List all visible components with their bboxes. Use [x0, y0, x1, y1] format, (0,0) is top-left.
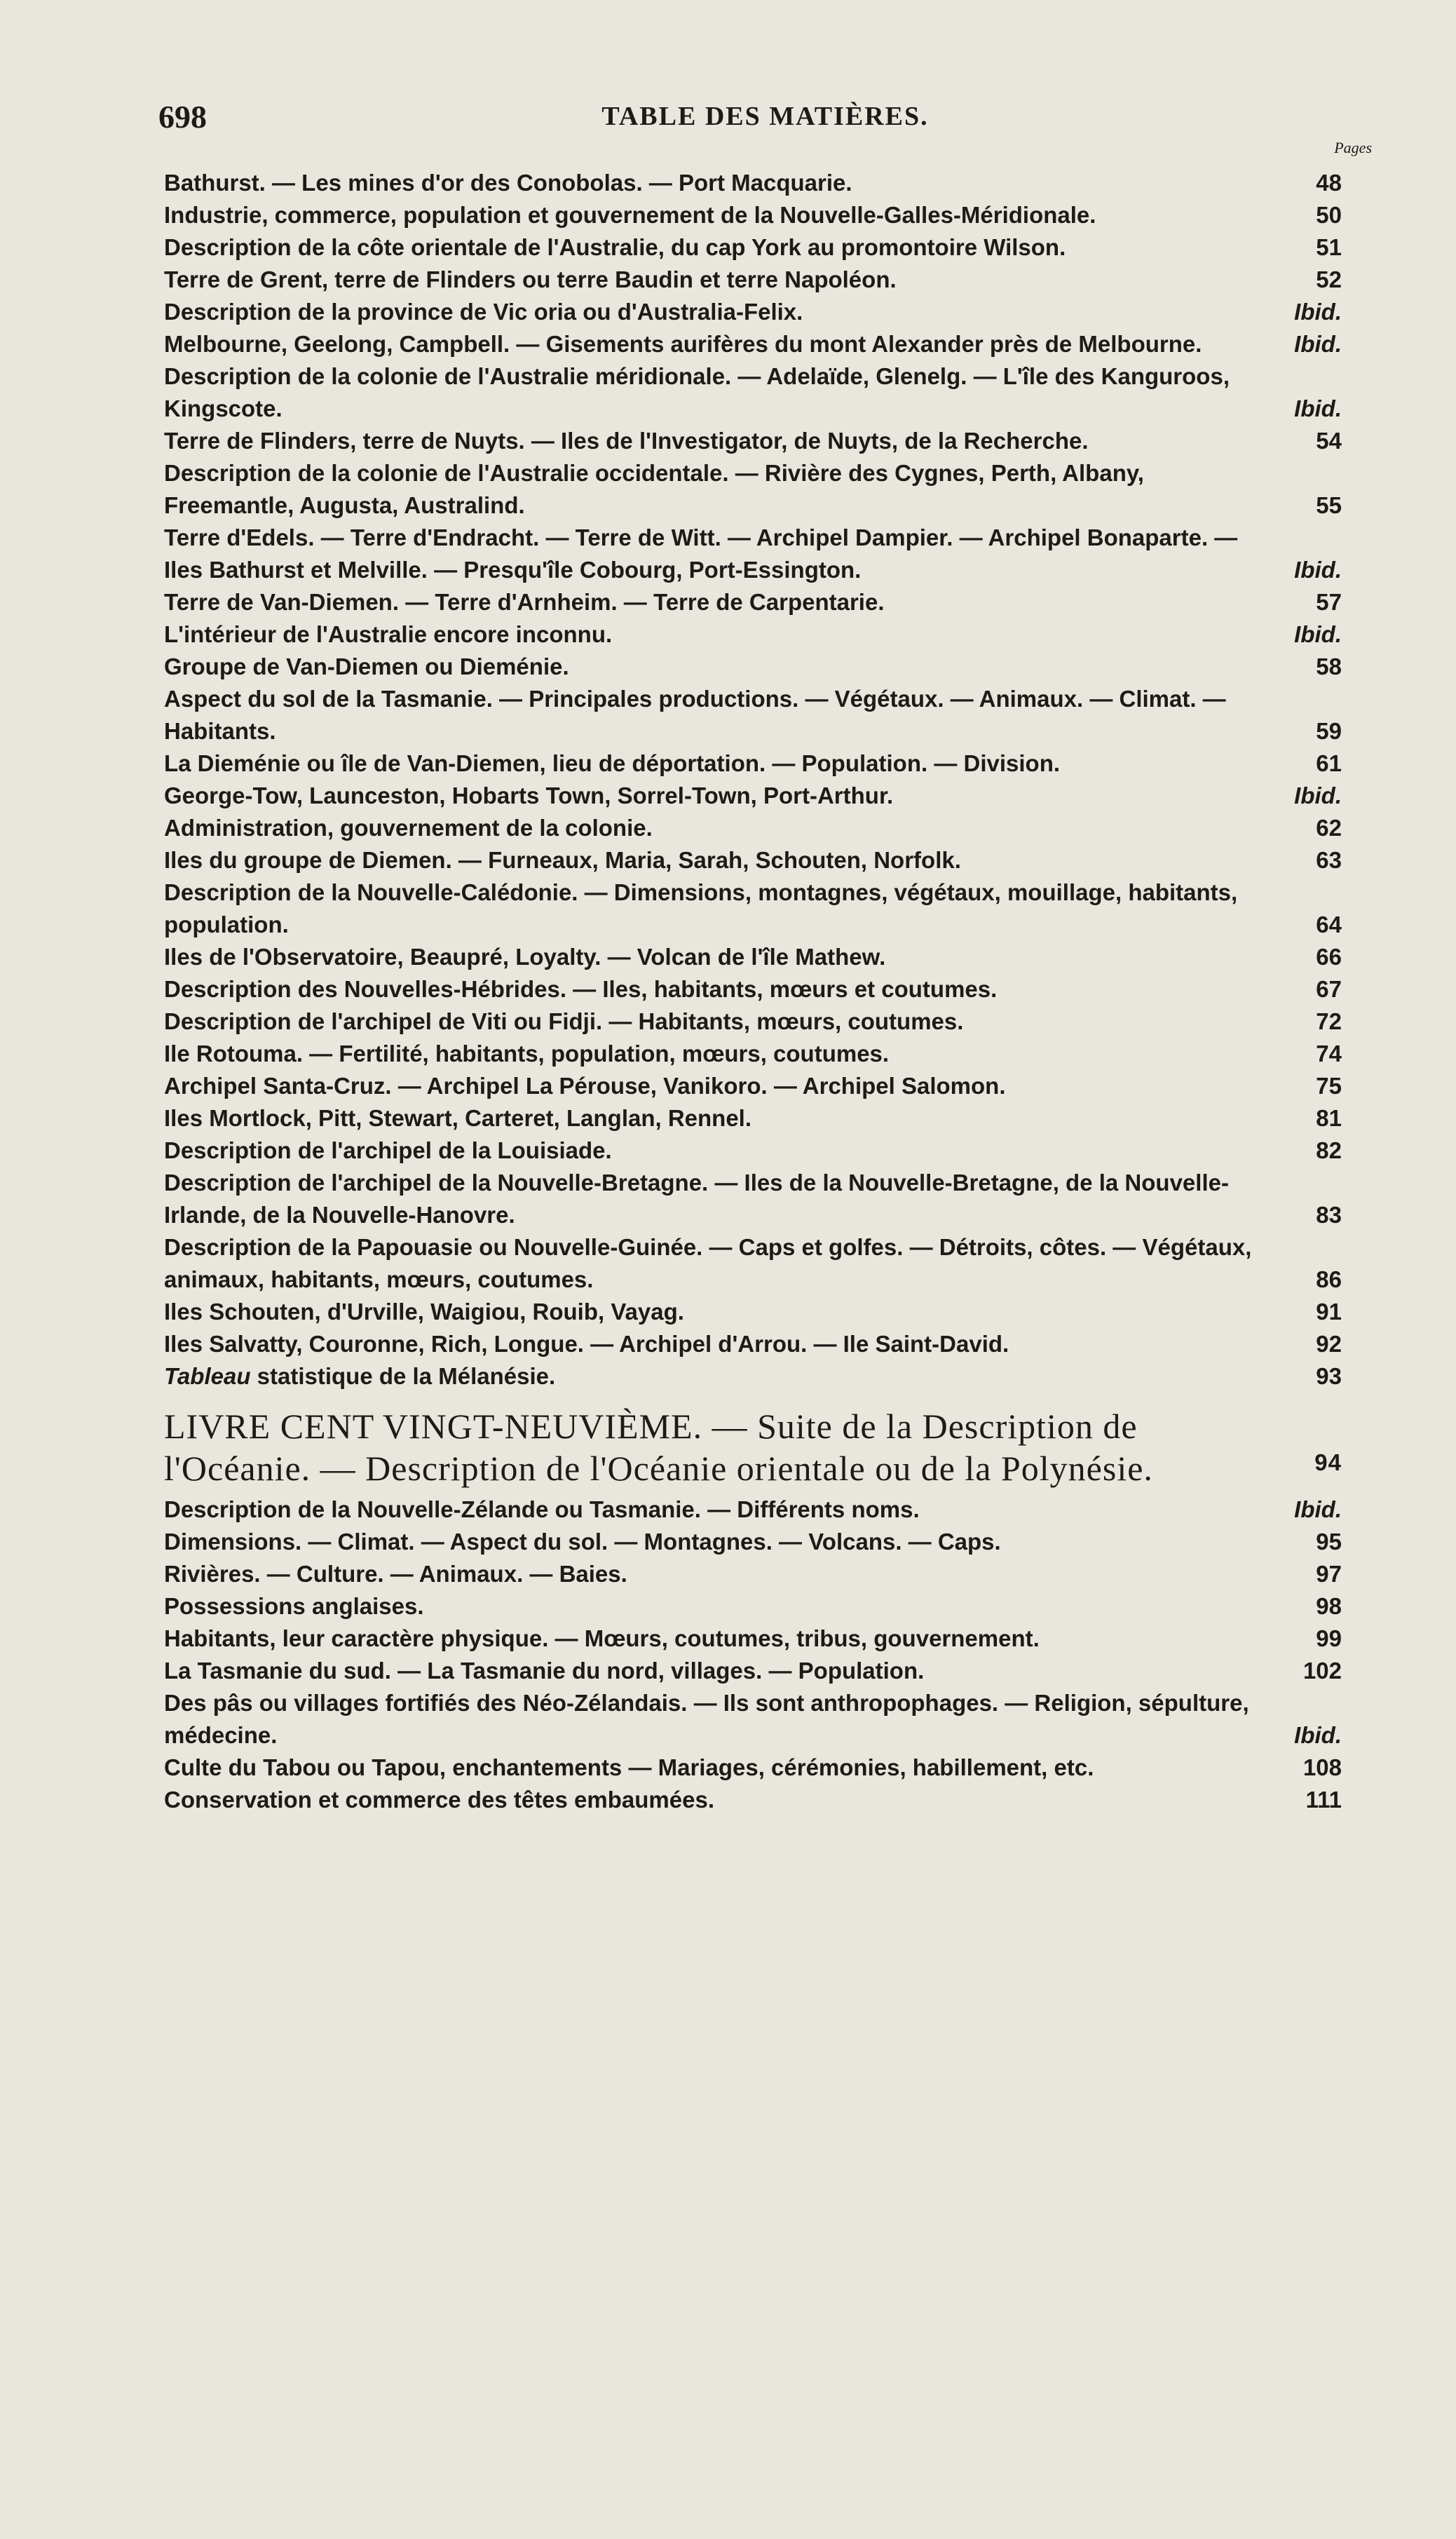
toc-entry-text: Archipel Santa-Cruz. — Archipel La Pérouse, Vanikoro. — Archipel Salomon.: [164, 1073, 1006, 1099]
toc-entry-text: Conservation et commerce des têtes embaumées.: [164, 1787, 714, 1813]
toc-entry: [164, 876, 1342, 941]
toc-entry-page: 48: [1316, 170, 1342, 196]
toc-entry: [164, 231, 1342, 264]
toc-entry: [164, 618, 1342, 651]
toc-entry: [164, 167, 1342, 199]
toc-entry-page: 81: [1316, 1105, 1342, 1131]
toc-entry: [164, 747, 1342, 780]
toc-entry: [164, 1006, 1342, 1038]
toc-entry: [164, 973, 1342, 1006]
toc-entry: [164, 586, 1342, 618]
toc-entry: [164, 360, 1342, 425]
toc-entry-text: Description de la côte orientale de l'Australie, du cap York au promontoire Wilson.: [164, 234, 1066, 260]
toc-entry-page: 55: [1316, 492, 1342, 518]
toc-entry: [164, 1623, 1342, 1655]
page-number: 698: [158, 99, 207, 135]
toc-entry-text: Description de l'archipel de la Louisiade.: [164, 1137, 612, 1163]
toc-entry-text: Iles Schouten, d'Urville, Waigiou, Rouib, Vayag.: [164, 1299, 684, 1325]
toc-entry-text: Rivières. — Culture. — Animaux. — Baies.: [164, 1561, 627, 1587]
toc-entry: [164, 1102, 1342, 1135]
toc-entry: [164, 651, 1342, 683]
toc-entry-text: Description de la colonie de l'Australie méridionale. — Adelaïde, Glenelg. — L'île des Kanguroos, Kingscote.: [164, 363, 1230, 421]
toc-entry-page: 97: [1316, 1561, 1342, 1587]
toc-entry-text: Description de la province de Vic oria ou d'Australia-Felix.: [164, 299, 803, 325]
toc-entry-text: Terre d'Edels. — Terre d'Endracht. — Terre de Witt. — Archipel Dampier. — Archipel Bonaparte. — Iles Bathurst et Melville. — Presqu'île Cobourg, Port-Essington.: [164, 524, 1238, 583]
toc-entry-page: Ibid.: [1294, 1722, 1342, 1748]
toc-entry: [164, 457, 1342, 522]
toc-entry-page: 91: [1316, 1299, 1342, 1325]
toc-entry: [164, 1590, 1342, 1623]
toc-entry-page: Ibid.: [1294, 1496, 1342, 1522]
toc-entry-page: 64: [1316, 912, 1342, 937]
toc-entry: [164, 1558, 1342, 1590]
toc-entry-page: 59: [1316, 718, 1342, 744]
toc-entry-page: 111: [1305, 1787, 1342, 1813]
toc-entry-page: 58: [1316, 654, 1342, 679]
toc-entry-page: 102: [1302, 1658, 1342, 1684]
toc-entry-rest: statistique de la Mélanésie.: [257, 1363, 556, 1389]
toc-entry-page: Ibid.: [1294, 557, 1342, 583]
toc-entry-text: Description de la Papouasie ou Nouvelle-Guinée. — Caps et golfes. — Détroits, côtes. — Végétaux, animaux, habitants, mœurs, coutumes.: [164, 1234, 1252, 1292]
toc-entry-page: Ibid.: [1294, 331, 1342, 357]
toc-entry-text: Culte du Tabou ou Tapou, enchantements — Mariages, cérémonies, habillement, etc.: [164, 1754, 1094, 1780]
toc-entry-page: 63: [1316, 847, 1342, 873]
toc-entry-text: Description de la Nouvelle-Calédonie. — Dimensions, montagnes, végétaux, mouillage, habitants, population.: [164, 879, 1238, 937]
toc-entry-text: Melbourne, Geelong, Campbell. — Gisements aurifères du mont Alexander près de Melbourne.: [164, 331, 1202, 357]
toc-entry-text: Industrie, commerce, population et gouvernement de la Nouvelle-Galles-Méridionale.: [164, 202, 1096, 228]
toc-entry-text: Dimensions. — Climat. — Aspect du sol. — Montagnes. — Volcans. — Caps.: [164, 1529, 1001, 1555]
toc-entry-text: Des pâs ou villages fortifiés des Néo-Zélandais. — Ils sont anthropophages. — Religion, sépulture, médecine.: [164, 1690, 1249, 1748]
toc-entry: [164, 1328, 1342, 1360]
toc-entry-text: Possessions anglaises.: [164, 1593, 424, 1619]
toc-entry-page: 61: [1316, 750, 1342, 776]
toc-entry: [164, 780, 1342, 812]
book-heading-page: 94: [1314, 1449, 1342, 1475]
toc-entry-page: 51: [1316, 234, 1342, 260]
running-title: TABLE DES MATIÈRES.: [601, 102, 929, 131]
toc-entry-page: Ibid.: [1294, 621, 1342, 647]
entries-list-2: [164, 1494, 1342, 1816]
toc-entry: [164, 199, 1342, 231]
toc-entry-italic: Tableau: [164, 1363, 251, 1389]
toc-entry-text: Groupe de Van-Diemen ou Dieménie.: [164, 654, 569, 679]
book-heading-text: LIVRE CENT VINGT-NEUVIÈME. — Suite de la Description de l'Océanie. — Description de l'Océanie orientale ou de la Polynésie.: [164, 1407, 1153, 1488]
toc-entry-text: George-Tow, Launceston, Hobarts Town, Sorrel-Town, Port-Arthur.: [164, 783, 894, 808]
toc-entry-page: 92: [1316, 1331, 1342, 1357]
book-heading: [164, 1405, 1342, 1489]
toc-entry-page: 99: [1316, 1625, 1342, 1651]
toc-entry-text: Description des Nouvelles-Hébrides. — Iles, habitants, mœurs et coutumes.: [164, 976, 998, 1002]
toc-entry: [164, 844, 1342, 876]
toc-entry-text: Bathurst. — Les mines d'or des Conobolas. — Port Macquarie.: [164, 170, 852, 196]
toc-entry-page: 52: [1316, 266, 1342, 292]
toc-entry-page: 95: [1316, 1529, 1342, 1555]
toc-entry: [164, 1231, 1342, 1296]
toc-entry-text: Description de la Nouvelle-Zélande ou Tasmanie. — Différents noms.: [164, 1496, 920, 1522]
toc-entry-text: Description de l'archipel de Viti ou Fidji. — Habitants, mœurs, coutumes.: [164, 1008, 964, 1034]
toc-entry-page: Ibid.: [1294, 395, 1342, 421]
toc-entry: [164, 1360, 1342, 1393]
toc-entry-page: 50: [1316, 202, 1342, 228]
toc-entry-page: 62: [1316, 815, 1342, 841]
toc-entry: [164, 1526, 1342, 1558]
toc-entry-page: 108: [1302, 1754, 1342, 1780]
toc-entry: [164, 264, 1342, 296]
toc-entry-text: Terre de Grent, terre de Flinders ou terre Baudin et terre Napoléon.: [164, 266, 897, 292]
toc-entry-page: 66: [1316, 944, 1342, 970]
toc-entry-text: Aspect du sol de la Tasmanie. — Principales productions. — Végétaux. — Animaux. — Climat. — Habitants.: [164, 686, 1226, 744]
toc-entry: [164, 1167, 1342, 1231]
toc-entry: [164, 1687, 1342, 1752]
toc-entry-text: Description de l'archipel de la Nouvelle-Bretagne. — Iles de la Nouvelle-Bretagne, de la Nouvelle-Irlande, de la Nouvelle-Hanovre.: [164, 1170, 1229, 1228]
toc-entry-page: 82: [1316, 1137, 1342, 1163]
toc-entry-page: 93: [1316, 1363, 1342, 1389]
entries-list: [164, 167, 1342, 1393]
toc-entry-text: Ile Rotouma. — Fertilité, habitants, population, mœurs, coutumes.: [164, 1041, 890, 1067]
toc-entry-page: Ibid.: [1294, 299, 1342, 325]
toc-entry: [164, 1752, 1342, 1784]
page-header: [158, 98, 1372, 140]
toc-entry-text: Iles du groupe de Diemen. — Furneaux, Maria, Sarah, Schouten, Norfolk.: [164, 847, 961, 873]
toc-entry: [164, 1135, 1342, 1167]
toc-entry-text: Iles Salvatty, Couronne, Rich, Longue. — Archipel d'Arrou. — Ile Saint-David.: [164, 1331, 1009, 1357]
toc-entry-page: 54: [1316, 428, 1342, 454]
toc-entry-text: La Tasmanie du sud. — La Tasmanie du nord, villages. — Population.: [164, 1658, 925, 1684]
toc-entry-page: Ibid.: [1294, 783, 1342, 808]
toc-entry: [164, 522, 1342, 586]
toc-entry-page: 98: [1316, 1593, 1342, 1619]
toc-entry: [164, 1784, 1342, 1816]
toc-entry-text: Description de la colonie de l'Australie occidentale. — Rivière des Cygnes, Perth, Albany, Freemantle, Augusta, Australind.: [164, 460, 1144, 518]
toc-entry-page: 57: [1316, 589, 1342, 615]
toc-entry-page: 75: [1316, 1073, 1342, 1099]
table-of-contents: [164, 167, 1342, 1816]
toc-entry-text: [164, 1360, 1258, 1393]
toc-entry: [164, 296, 1342, 328]
toc-entry-text: Habitants, leur caractère physique. — Mœurs, coutumes, tribus, gouvernement.: [164, 1625, 1040, 1651]
toc-entry-page: 67: [1316, 976, 1342, 1002]
toc-entry-text: La Dieménie ou île de Van-Diemen, lieu de déportation. — Population. — Division.: [164, 750, 1061, 776]
toc-entry: [164, 328, 1342, 360]
toc-entry-text: Terre de Van-Diemen. — Terre d'Arnheim. — Terre de Carpentarie.: [164, 589, 885, 615]
toc-entry: [164, 1038, 1342, 1070]
toc-entry-page: 72: [1316, 1008, 1342, 1034]
toc-entry: [164, 1070, 1342, 1102]
toc-entry: [164, 1494, 1342, 1526]
pages-column-label: Pages: [1334, 139, 1372, 156]
toc-entry-text: L'intérieur de l'Australie encore inconnu.: [164, 621, 613, 647]
toc-entry-page: 86: [1316, 1266, 1342, 1292]
toc-entry: [164, 683, 1342, 747]
toc-entry-text: Iles Mortlock, Pitt, Stewart, Carteret, Langlan, Rennel.: [164, 1105, 752, 1131]
toc-entry: [164, 425, 1342, 457]
toc-entry-page: 83: [1316, 1202, 1342, 1228]
toc-entry: [164, 812, 1342, 844]
toc-entry: [164, 1655, 1342, 1687]
toc-entry-text: Iles de l'Observatoire, Beaupré, Loyalty. — Volcan de l'île Mathew.: [164, 944, 886, 970]
toc-entry: [164, 941, 1342, 973]
toc-entry-text: Terre de Flinders, terre de Nuyts. — Iles de l'Investigator, de Nuyts, de la Recherche.: [164, 428, 1089, 454]
toc-entry-text: Administration, gouvernement de la colonie.: [164, 815, 653, 841]
toc-entry-page: 74: [1316, 1041, 1342, 1067]
toc-entry: [164, 1296, 1342, 1328]
